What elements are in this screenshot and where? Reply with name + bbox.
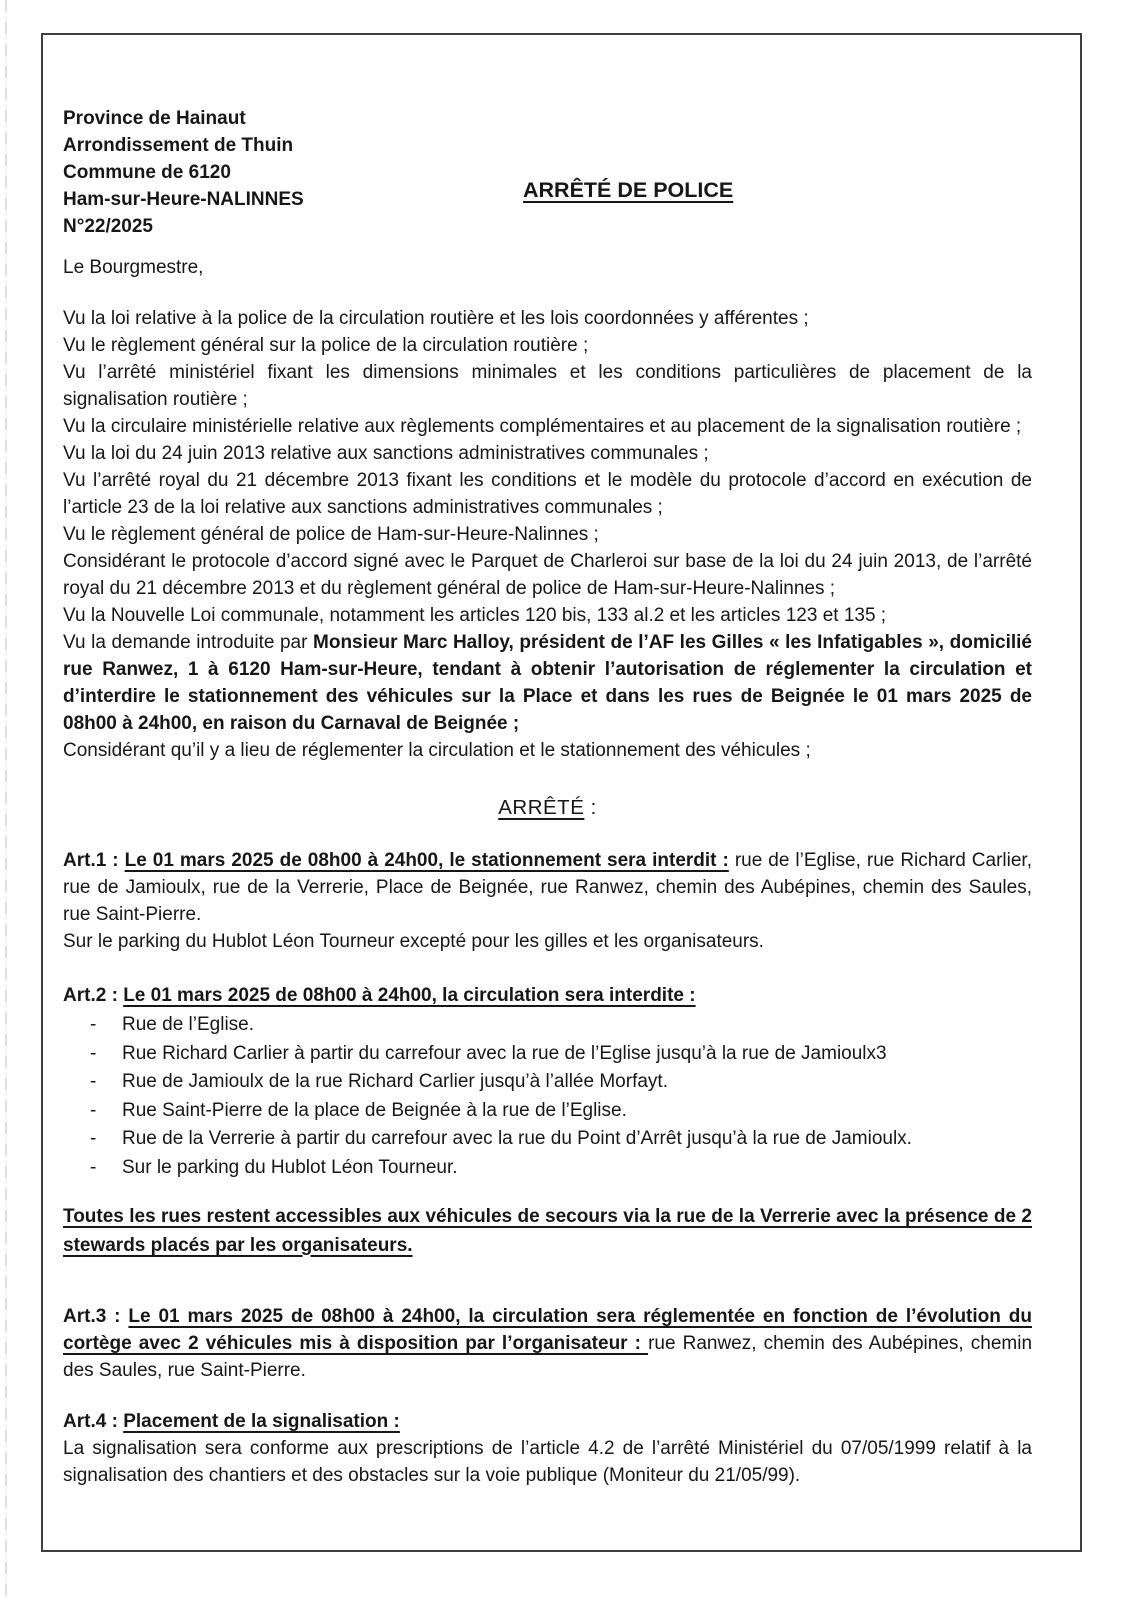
- article-1-note: Sur le parking du Hublot Léon Tourneur excepté pour les gilles et les organisateurs.: [63, 931, 764, 952]
- preamble-clause-1: Vu la loi relative à la police de la circulation routière et les lois coordonnées y afférentes ;: [63, 308, 809, 329]
- article-3-label: Art.3 :: [63, 1306, 129, 1327]
- request-lead: Vu la demande introduite par: [63, 632, 314, 653]
- document-page: [41, 33, 1082, 1552]
- closure-item-4: [63, 1097, 1032, 1126]
- preamble-clause-7: Vu le règlement général de police de Ham-sur-Heure-Nalinnes ;: [63, 524, 599, 545]
- article-1-body: rue de l’Eglise, rue Richard Carlier, rue de Jamioulx, rue de la Verrerie, Place de Beignée, rue Ranwez, chemin des Aubépines, chemin des Saules, rue Saint-Pierre.: [63, 850, 1032, 925]
- article-3-body: rue Ranwez, chemin des Aubépines, chemin des Saules, rue Saint-Pierre.: [63, 1333, 1033, 1381]
- preamble: [63, 305, 1032, 764]
- decree-heading-colon: :: [584, 796, 597, 819]
- request-clause: [63, 629, 1032, 737]
- issuer-block: [63, 105, 1032, 240]
- request-detail: Monsieur Marc Halloy, président de l’AF les Gilles « les Infatigables », domicilié rue Ranwez, 1 à 6120 Ham-sur-Heure, tendant à obtenir l’autorisation de réglementer la circulation et d’interdire le stationnement des véhicules sur la Place et dans les rues de Beignée le 01 mars 2025 de 08h00 à 24h00, en raison du Carnaval de Beignée ;: [63, 632, 1032, 734]
- dash-marker: -: [90, 1014, 97, 1035]
- article-3-paragraph: [63, 1303, 1032, 1384]
- dash-marker: -: [90, 1128, 97, 1149]
- closure-street: Rue Saint-Pierre de la place de Beignée à la rue de l’Eglise.: [122, 1099, 627, 1121]
- considering-clause: Considérant qu’il y a lieu de réglementer la circulation et le stationnement des véhicules ;: [63, 740, 811, 761]
- article-4-heading: Placement de la signalisation :: [123, 1411, 400, 1432]
- article-1-label: Art.1 :: [63, 850, 125, 871]
- closure-item-1: [63, 1011, 1032, 1040]
- closure-item-6: [63, 1154, 1032, 1183]
- dash-marker: -: [90, 1156, 97, 1178]
- preamble-clause-8: Considérant le protocole d’accord signé avec le Parquet de Charleroi sur base de la loi du 24 juin 2013, de l’arrêté royal du 21 décembre 2013 et du règlement général de police de Ham-sur-Heure-Nalinnes ;: [63, 551, 1032, 599]
- preamble-clause-5: Vu la loi du 24 juin 2013 relative aux sanctions administratives communales ;: [63, 443, 709, 464]
- document-header: [63, 105, 1032, 240]
- issuer-locality: Ham-sur-Heure-NALINNES: [63, 189, 304, 210]
- article-1-paragraph: [63, 847, 1032, 928]
- article-1-heading: Le 01 mars 2025 de 08h00 à 24h00, le stationnement sera interdit :: [124, 850, 729, 871]
- closure-item-5: [63, 1125, 1032, 1154]
- closure-item-2: [63, 1040, 1032, 1069]
- decree-number: N°22/2025: [63, 216, 153, 237]
- salutation: Le Bourgmestre,: [63, 257, 204, 278]
- closure-list: [63, 1011, 1032, 1182]
- issuer-arrondissement: Arrondissement de Thuin: [63, 135, 294, 156]
- article-2: [63, 982, 1032, 1182]
- preamble-clause-3: Vu l’arrêté ministériel fixant les dimensions minimales et les conditions particulières de placement de la signalisation routière ;: [63, 362, 1032, 410]
- dash-marker: -: [90, 1099, 97, 1121]
- article-3-heading: Le 01 mars 2025 de 08h00 à 24h00, la circulation sera réglementée en fonction de l’évolution du cortège avec 2 véhicules mis à disposition par l’organisateur :: [63, 1306, 1032, 1354]
- dash-marker: -: [90, 1042, 97, 1064]
- article-1: [63, 847, 1032, 955]
- article-4-body: La signalisation sera conforme aux prescriptions de l’article 4.2 de l’arrêté Ministériel du 07/05/1999 relatif à la signalisation des chantiers et des obstacles sur la voie publique (Moniteur du 21/05/99).: [63, 1438, 1032, 1486]
- dash-marker: -: [90, 1071, 97, 1092]
- preamble-clause-6: Vu l’arrêté royal du 21 décembre 2013 fixant les conditions et le modèle du protocole d’accord en exécution de l’article 23 de la loi relative aux sanctions administratives communales ;: [63, 470, 1032, 518]
- preamble-clause-9: Vu la Nouvelle Loi communale, notamment les articles 120 bis, 133 al.2 et les articles 123 et 135 ;: [63, 605, 887, 626]
- emergency-access-notice: Toutes les rues restent accessibles aux véhicules de secours via la rue de la Verrerie avec la présence de 2 stewards placés par les organisateurs.: [63, 1206, 1032, 1256]
- decree-heading: [63, 794, 1032, 821]
- preamble-clause-2: Vu le règlement général sur la police de la circulation routière ;: [63, 335, 589, 356]
- article-4-label: Art.4 :: [63, 1411, 124, 1432]
- preamble-clause-4: Vu la circulaire ministérielle relative aux règlements complémentaires et au placement de la signalisation routière ;: [63, 416, 1022, 437]
- issuer-commune: Commune de 6120: [63, 162, 231, 183]
- article-4: [63, 1408, 1032, 1489]
- closure-street: Rue de la Verrerie à partir du carrefour avec la rue du Point d’Arrêt jusqu’à la rue de Jamioulx.: [122, 1128, 912, 1149]
- closure-item-3: [63, 1068, 1032, 1097]
- article-2-heading: Le 01 mars 2025 de 08h00 à 24h00, la circulation sera interdite :: [123, 985, 696, 1006]
- closure-street: Sur le parking du Hublot Léon Tourneur.: [122, 1156, 458, 1178]
- article-2-paragraph: [63, 982, 1032, 1009]
- decree-heading-word: ARRÊTÉ: [498, 796, 585, 819]
- document-title: ARRÊTÉ DE POLICE: [523, 178, 734, 202]
- closure-street: Rue Richard Carlier à partir du carrefour avec la rue de l’Eglise jusqu’à la rue de Jamioulx3: [122, 1042, 887, 1064]
- closure-street: Rue de l’Eglise.: [122, 1014, 255, 1035]
- article-3: [63, 1303, 1032, 1384]
- document-content: [43, 35, 1080, 1489]
- issuer-province: Province de Hainaut: [63, 108, 246, 129]
- closure-street: Rue de Jamioulx de la rue Richard Carlier jusqu’à l’allée Morfayt.: [122, 1071, 668, 1092]
- article-2-label: Art.2 :: [63, 985, 124, 1006]
- article-4-title: [63, 1408, 1032, 1435]
- scan-edge-artifact: [5, 0, 7, 1600]
